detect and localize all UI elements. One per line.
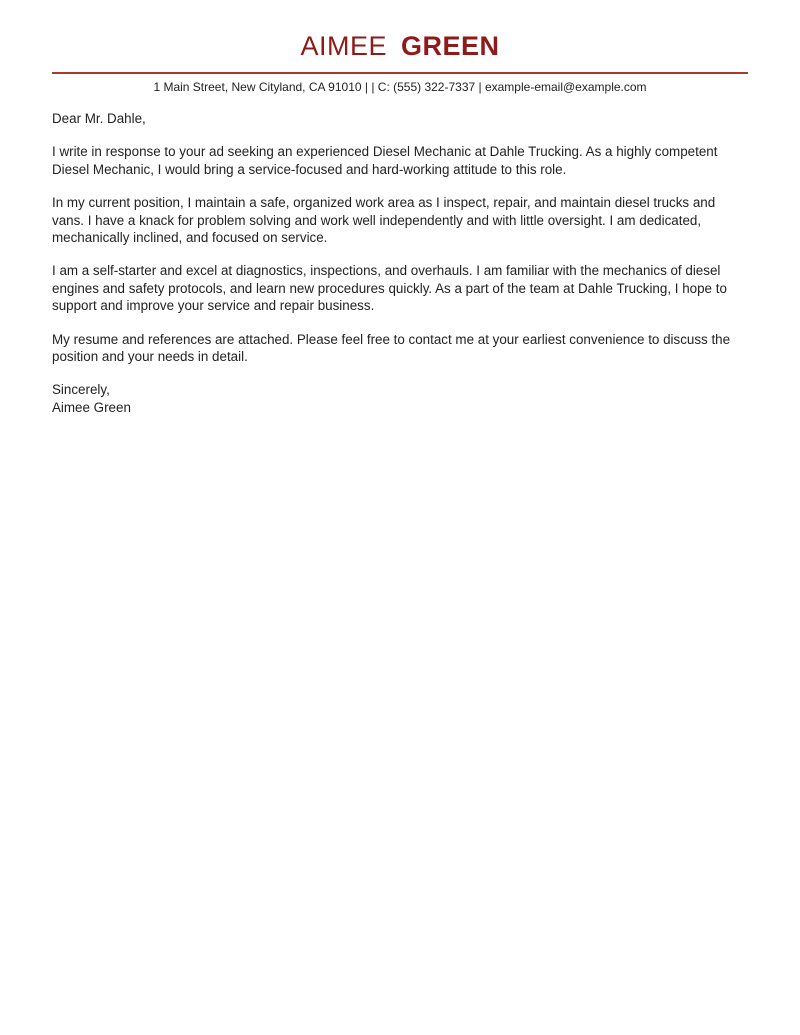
signature-name: Aimee Green <box>52 399 131 415</box>
applicant-name <box>0 30 800 63</box>
paragraph-current-position: In my current position, I maintain a safe, organized work area as I inspect, repair, and maintain diesel trucks and vans. I have a knack for problem solving and work well independently and with little oversight. I am dedicated, mechanically inclined, and focused on service. <box>52 195 716 246</box>
paragraph-skills: I am a self-starter and excel at diagnostics, inspections, and overhauls. I am familiar with the mechanics of diesel engines and safety protocols, and learn new procedures quickly. As a part of the team at Dahle Trucking, I hope to support and improve your service and repair business. <box>52 263 727 314</box>
applicant-first-name: AIMEE <box>300 31 387 61</box>
salutation: Dear Mr. Dahle, <box>52 111 146 126</box>
closing: Sincerely, <box>52 382 110 398</box>
letter-header <box>0 0 800 94</box>
paragraph-intro: I write in response to your ad seeking an experienced Diesel Mechanic at Dahle Trucking. As a highly competent Diesel Mechanic, I would bring a service-focused and hard-working attitude to this role. <box>52 144 718 177</box>
applicant-last-name: GREEN <box>401 31 500 61</box>
paragraph-call-to-action: My resume and references are attached. Please feel free to contact me at your earliest convenience to discuss the position and your needs in detail. <box>52 331 731 365</box>
contact-info: 1 Main Street, New Cityland, CA 91010 | | C: (555) 322-7337 | example-email@example.com <box>153 80 647 94</box>
header-divider <box>52 72 748 74</box>
letter-body <box>52 110 748 416</box>
